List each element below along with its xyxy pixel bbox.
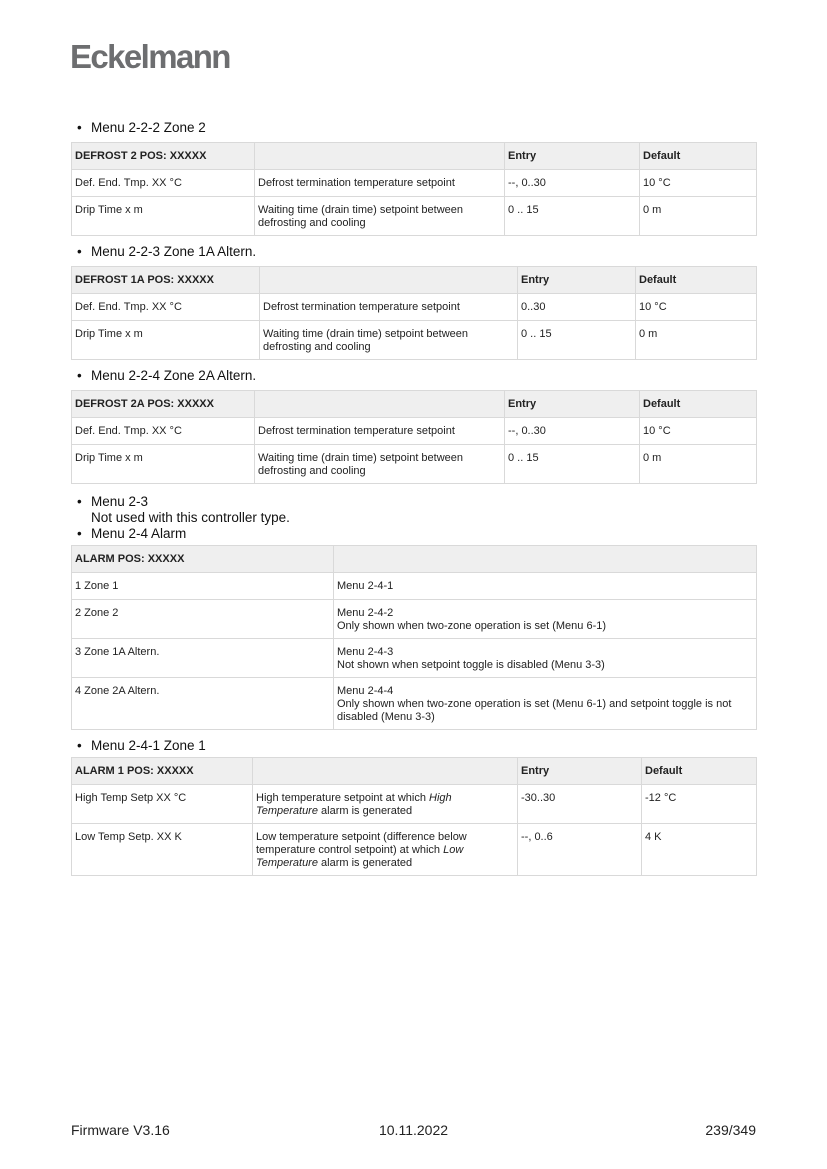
menu-cell (334, 573, 757, 600)
default-cell: 0 m (640, 445, 757, 484)
table-row (72, 321, 757, 360)
table-alarm-1 (71, 757, 757, 876)
bullet-icon: • (77, 526, 82, 541)
table-defrost-2a (71, 390, 757, 484)
header-cell (334, 546, 757, 573)
header-cell (255, 143, 505, 170)
table-header-row (72, 143, 757, 170)
parameter-cell: Drip Time x m (72, 321, 260, 360)
parameter-cell: Drip Time x m (72, 197, 255, 236)
section-heading-2-2-3 (71, 244, 756, 260)
header-cell: Entry (518, 267, 636, 294)
header-cell: Entry (505, 143, 640, 170)
header-cell: DEFROST 2A POS: XXXXX (72, 391, 255, 418)
heading-text: Menu 2-2-2 Zone 2 (91, 120, 206, 135)
table-row (72, 418, 757, 445)
table-row (72, 600, 757, 639)
description-cell: Waiting time (drain time) setpoint between defrosting and cooling (255, 197, 505, 236)
table-alarm (71, 545, 757, 730)
parameter-cell: Def. End. Tmp. XX °C (72, 294, 260, 321)
default-cell: 10 °C (636, 294, 757, 321)
section-heading-2-4-1 (71, 738, 756, 754)
parameter-cell: Drip Time x m (72, 445, 255, 484)
eckelmann-logo: Eckelmann (70, 38, 230, 75)
page-content (71, 120, 756, 876)
entry-cell: 0 .. 15 (505, 197, 640, 236)
entry-cell: 0 .. 15 (505, 445, 640, 484)
default-cell: 0 m (640, 197, 757, 236)
parameter-cell: Def. End. Tmp. XX °C (72, 170, 255, 197)
desc-italic: Low Temperature (256, 844, 464, 869)
table-row (72, 639, 757, 678)
heading-text: Menu 2-2-3 Zone 1A Altern. (91, 244, 257, 259)
menu-ref: Menu 2-4-4 (337, 685, 394, 697)
header-cell: Entry (505, 391, 640, 418)
table-header-row (72, 546, 757, 573)
description-cell (253, 824, 518, 876)
description-cell: Waiting time (drain time) setpoint between defrosting and cooling (260, 321, 518, 360)
menu-note: Not shown when setpoint toggle is disabled (Menu 3-3) (337, 659, 605, 671)
description-cell: Defrost termination temperature setpoint (255, 170, 505, 197)
desc-text: alarm is generated (317, 857, 413, 869)
menu-note: Only shown when two-zone operation is set (Menu 6-1) and setpoint toggle is not disabled (Menu 3-3) (337, 698, 732, 723)
heading-text: Menu 2-4-1 Zone 1 (91, 738, 206, 753)
firmware-version: Firmware V3.16 (71, 1122, 170, 1138)
entry-cell: -30..30 (518, 785, 642, 824)
table-row (72, 294, 757, 321)
header-cell: ALARM POS: XXXXX (72, 546, 334, 573)
default-cell: 10 °C (640, 170, 757, 197)
footer-date: 10.11.2022 (378, 1122, 449, 1138)
menu-ref: Menu 2-4-3 (337, 646, 394, 658)
parameter-cell: Low Temp Setp. XX K (72, 824, 253, 876)
heading-text: Menu 2-3 (91, 494, 149, 509)
entry-cell: --, 0..6 (518, 824, 642, 876)
table-row (72, 573, 757, 600)
parameter-cell: High Temp Setp XX °C (72, 785, 253, 824)
table-row (72, 197, 757, 236)
table-row (72, 170, 757, 197)
menu-cell (334, 639, 757, 678)
header-cell: DEFROST 1A POS: XXXXX (72, 267, 260, 294)
table-defrost-2 (71, 142, 757, 236)
section-heading-2-3 (71, 494, 756, 526)
desc-italic: High Temperature (256, 792, 452, 817)
bullet-icon: • (77, 494, 82, 509)
zone-cell: 1 Zone 1 (72, 573, 334, 600)
heading-text: Menu 2-2-4 Zone 2A Altern. (91, 368, 257, 383)
entry-cell: 0..30 (518, 294, 636, 321)
parameter-cell: Def. End. Tmp. XX °C (72, 418, 255, 445)
section-heading-2-2-4 (71, 368, 756, 384)
desc-text: High temperature setpoint at which (256, 792, 430, 804)
header-cell: Default (642, 758, 757, 785)
table-row (72, 678, 757, 730)
entry-cell: --, 0..30 (505, 418, 640, 445)
table-row (72, 785, 757, 824)
section-heading-2-4 (71, 526, 756, 542)
entry-cell: --, 0..30 (505, 170, 640, 197)
header-cell: DEFROST 2 POS: XXXXX (72, 143, 255, 170)
page-number: 239/349 (705, 1122, 756, 1138)
default-cell: -12 °C (642, 785, 757, 824)
header-cell: Default (636, 267, 757, 294)
default-cell: 10 °C (640, 418, 757, 445)
header-cell: Default (640, 143, 757, 170)
section-note: Not used with this controller type. (91, 510, 290, 525)
menu-ref: Menu 2-4-1 (337, 580, 394, 592)
menu-cell (334, 678, 757, 730)
table-defrost-1a (71, 266, 757, 360)
default-cell: 0 m (636, 321, 757, 360)
zone-cell: 2 Zone 2 (72, 600, 334, 639)
section-heading-2-2-2 (71, 120, 756, 136)
page-footer (71, 1122, 756, 1140)
bullet-icon: • (77, 368, 82, 383)
description-cell (253, 785, 518, 824)
table-header-row (72, 391, 757, 418)
header-cell: ALARM 1 POS: XXXXX (72, 758, 253, 785)
header-cell (260, 267, 518, 294)
desc-text: Low temperature setpoint (difference below temperature control setpoint) at which (256, 831, 467, 856)
zone-cell: 4 Zone 2A Altern. (72, 678, 334, 730)
table-row (72, 445, 757, 484)
table-header-row (72, 758, 757, 785)
description-cell: Waiting time (drain time) setpoint between defrosting and cooling (255, 445, 505, 484)
menu-note: Only shown when two-zone operation is set (Menu 6-1) (337, 620, 607, 632)
table-row (72, 824, 757, 876)
header-cell (253, 758, 518, 785)
header-cell: Default (640, 391, 757, 418)
zone-cell: 3 Zone 1A Altern. (72, 639, 334, 678)
header-cell (255, 391, 505, 418)
menu-ref: Menu 2-4-2 (337, 607, 394, 619)
bullet-icon: • (77, 244, 82, 259)
menu-cell (334, 600, 757, 639)
bullet-icon: • (77, 738, 82, 753)
table-header-row (72, 267, 757, 294)
entry-cell: 0 .. 15 (518, 321, 636, 360)
description-cell: Defrost termination temperature setpoint (260, 294, 518, 321)
header-cell: Entry (518, 758, 642, 785)
desc-text: alarm is generated (317, 805, 413, 817)
default-cell: 4 K (642, 824, 757, 876)
description-cell: Defrost termination temperature setpoint (255, 418, 505, 445)
heading-text: Menu 2-4 Alarm (91, 526, 187, 541)
bullet-icon: • (77, 120, 82, 135)
